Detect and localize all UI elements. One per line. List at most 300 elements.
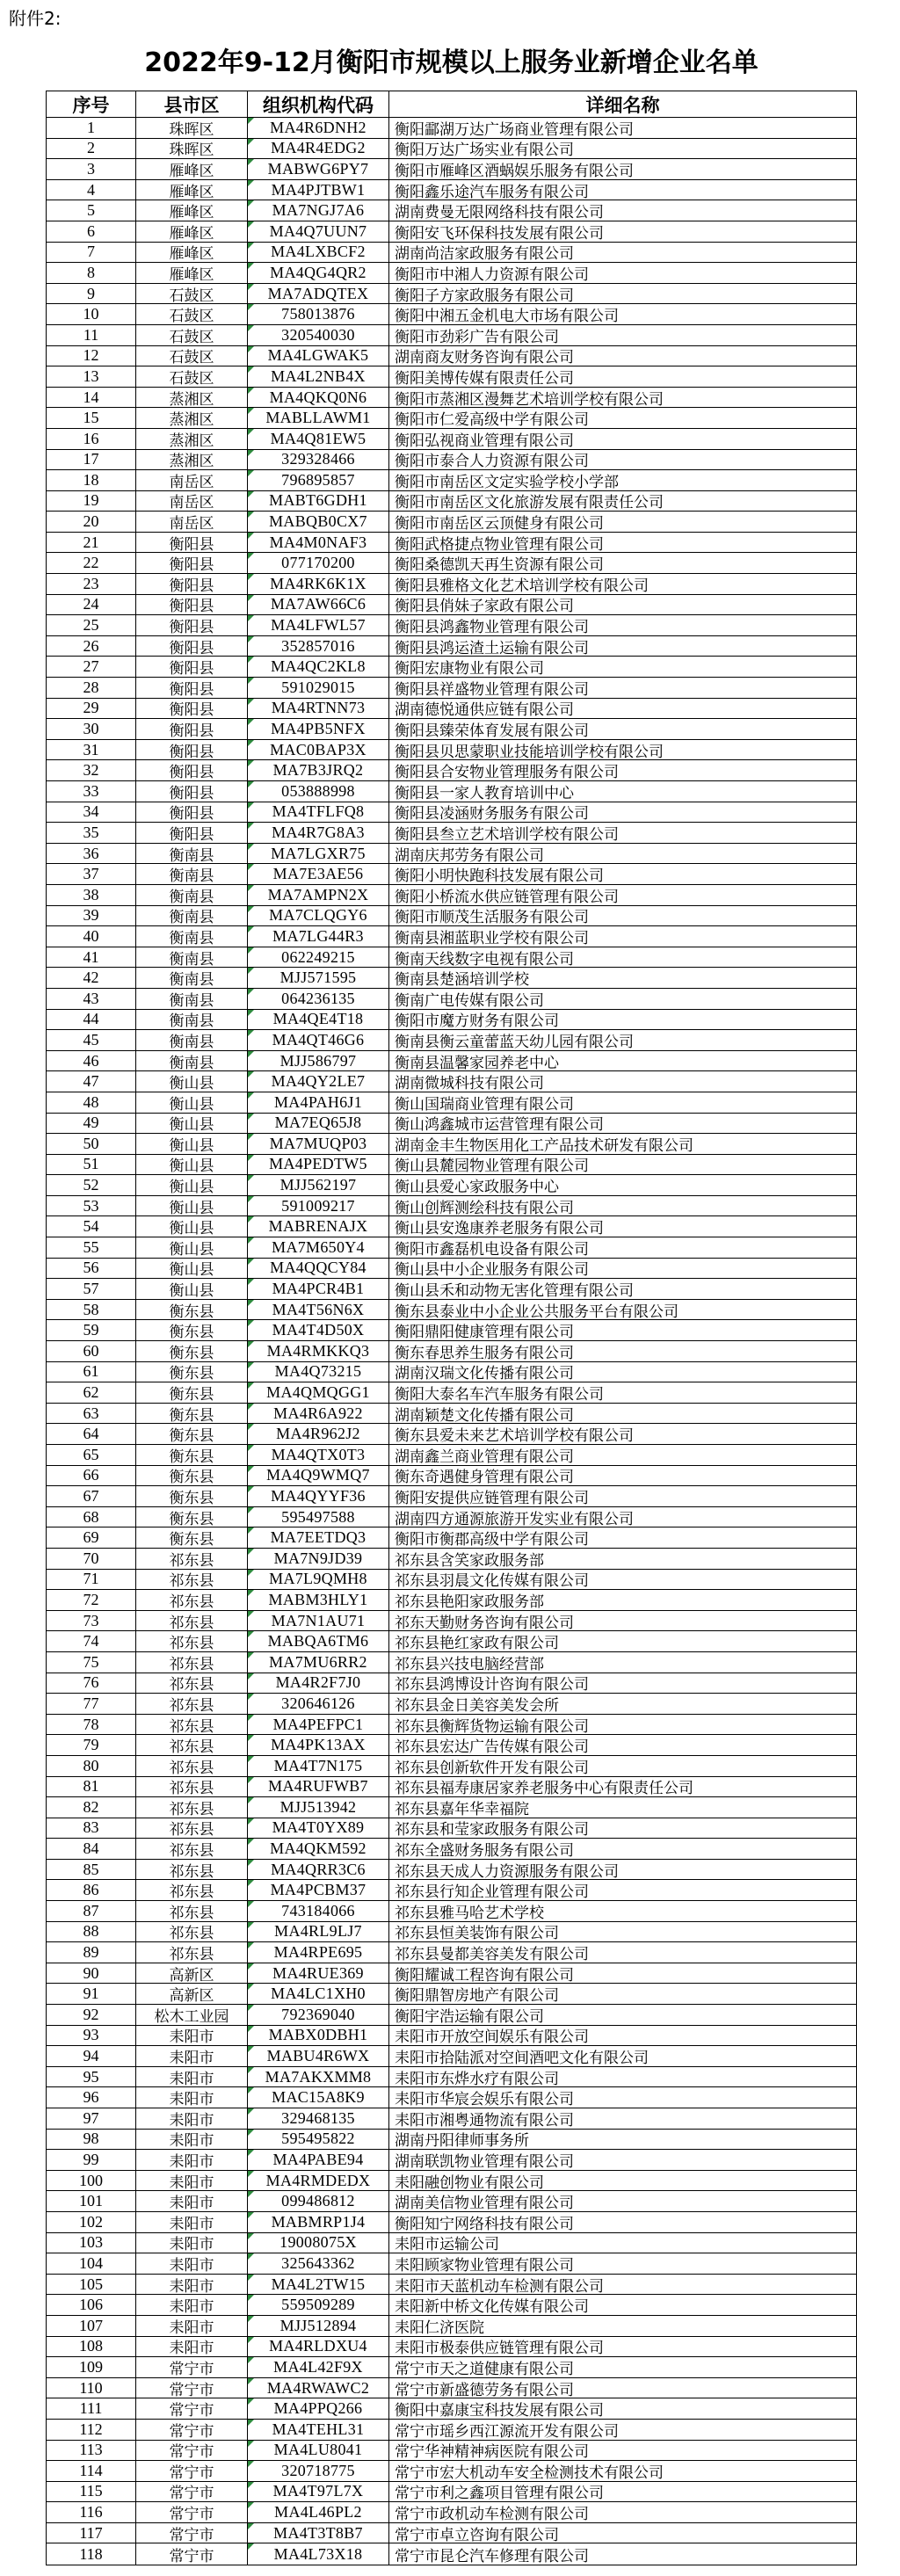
cell-index: 53	[47, 1196, 136, 1217]
table-row	[47, 1155, 856, 1176]
cell-index: 107	[47, 2316, 136, 2337]
cell-org-code: MABQA6TM6	[248, 1631, 389, 1652]
cell-district: 祁东县	[136, 1570, 248, 1591]
page-title: 2022年9-12月衡阳市规模以上服务业新增企业名单	[144, 47, 758, 78]
cell-name: 衡阳县祥盛物业管理有限公司	[389, 678, 856, 699]
cell-district: 祁东县	[136, 1860, 248, 1881]
cell-org-code: 595497588	[248, 1507, 389, 1528]
table-row	[47, 553, 856, 574]
table-row	[47, 2378, 856, 2399]
cell-org-code: MABX0DBH1	[248, 2026, 389, 2047]
cell-name: 常宁市昆仑汽车修理有限公司	[395, 2547, 589, 2565]
cell-index: 8	[47, 263, 136, 284]
cell-name: 衡阳鑫乐途汽车服务有限公司	[389, 180, 856, 201]
table-row	[47, 699, 856, 720]
table-row	[47, 2461, 856, 2482]
table-row	[47, 1839, 856, 1860]
cell-index: 63	[47, 1404, 136, 1425]
cell-index: 71	[47, 1570, 136, 1591]
cell-district: 祁东县	[136, 1694, 248, 1715]
cell-name: 湖南颖楚文化传播有限公司	[389, 1404, 856, 1425]
table-row	[47, 1051, 856, 1072]
table-row	[47, 2482, 856, 2503]
cell-index: 109	[47, 2357, 136, 2378]
cell-district: 衡山县	[136, 1259, 248, 1280]
cell-org-code: MA4QG4QR2	[248, 263, 389, 284]
cell-name: 衡阳美博传媒有限责任公司	[389, 366, 856, 388]
table-row	[47, 2316, 856, 2337]
table-row	[47, 2067, 856, 2088]
table-row	[47, 1735, 856, 1756]
table-row	[47, 533, 856, 554]
table-row	[47, 781, 856, 802]
cell-org-code: MABT6GDH1	[248, 491, 389, 512]
cell-index: 43	[47, 989, 136, 1010]
cell-name: 衡阳市中湘人力资源有限公司	[389, 263, 856, 284]
cell-index: 52	[47, 1175, 136, 1196]
cell-org-code: MA7CLQGY6	[248, 906, 389, 927]
cell-district: 祁东县	[136, 1715, 248, 1736]
table-row	[47, 740, 856, 761]
cell-name: 衡阳小明快跑科技发展有限公司	[389, 864, 856, 885]
table-row	[47, 1424, 856, 1445]
cell-org-code: MA7N9JD39	[248, 1549, 389, 1570]
cell-name: 耒阳市运输公司	[389, 2233, 856, 2254]
cell-index: 100	[47, 2171, 136, 2192]
cell-name: 衡阳市魔方财务有限公司	[389, 1010, 856, 1031]
cell-index: 110	[47, 2378, 136, 2399]
cell-name: 祁东县曼都美容美发有限公司	[389, 1942, 856, 1963]
cell-org-code: MA4PABE94	[248, 2150, 389, 2171]
cell-org-code: MA4L42F9X	[248, 2357, 389, 2378]
cell-org-code: MA7L9QMH8	[248, 1570, 389, 1591]
cell-index: 73	[47, 1611, 136, 1632]
cell-name: 衡阳鼎阳健康管理有限公司	[389, 1320, 856, 1341]
cell-name: 衡阳耀诚工程咨询有限公司	[389, 1963, 856, 1985]
table-row	[47, 1507, 856, 1528]
cell-org-code: MA7EETDQ3	[248, 1527, 389, 1549]
cell-org-code: MA4L2NB4X	[248, 366, 389, 388]
cell-district: 祁东县	[136, 1777, 248, 1798]
cell-org-code: MA4R2F7J0	[248, 1673, 389, 1694]
column-header-district: 县市区	[136, 91, 248, 118]
cell-org-code: MA4LXBCF2	[248, 243, 389, 264]
cell-name: 耒阳市东烨水疗有限公司	[389, 2067, 856, 2088]
table-row	[47, 2171, 856, 2192]
cell-name: 祁东县兴技电脑经营部	[389, 1652, 856, 1673]
cell-name: 衡南县温馨家园养老中心	[389, 1051, 856, 1072]
cell-org-code: MABMRP1J4	[248, 2212, 389, 2233]
table-row	[47, 1652, 856, 1673]
cell-index: 80	[47, 1756, 136, 1777]
cell-name: 耒阳市开放空间娱乐有限公司	[389, 2026, 856, 2047]
cell-district: 祁东县	[136, 1756, 248, 1777]
cell-district: 衡阳县	[136, 574, 248, 595]
table-row	[47, 221, 856, 243]
cell-district: 衡东县	[136, 1486, 248, 1507]
table-row	[47, 450, 856, 471]
cell-district: 雁峰区	[136, 180, 248, 201]
cell-index: 115	[47, 2482, 136, 2503]
cell-index: 49	[47, 1114, 136, 1135]
cell-district: 南岳区	[136, 470, 248, 491]
cell-org-code: MA4PB5NFX	[248, 719, 389, 740]
table-row	[47, 1404, 856, 1425]
cell-index: 35	[47, 823, 136, 844]
cell-name: 湖南丹阳律师事务所	[389, 2130, 856, 2151]
cell-district: 蒸湘区	[136, 408, 248, 429]
cell-district: 衡阳县	[136, 802, 248, 824]
cell-index: 62	[47, 1382, 136, 1404]
cell-district: 耒阳市	[136, 2087, 248, 2108]
cell-district: 蒸湘区	[136, 388, 248, 409]
cell-org-code: MA4QMQGG1	[248, 1382, 389, 1404]
cell-org-code: MA4QT46G6	[248, 1030, 389, 1051]
cell-index: 68	[47, 1507, 136, 1528]
cell-district: 雁峰区	[136, 221, 248, 243]
table-row	[47, 2005, 856, 2026]
cell-name: 衡阳县鸿运渣土运输有限公司	[389, 636, 856, 657]
cell-name: 祁东县福寿康居家养老服务中心有限责任公司	[389, 1777, 856, 1798]
cell-name: 衡阳知宁网络科技有限公司	[389, 2212, 856, 2233]
cell-org-code: MA4PCBM37	[248, 1880, 389, 1901]
cell-index: 61	[47, 1362, 136, 1383]
cell-index: 3	[47, 159, 136, 180]
cell-district: 衡阳县	[136, 760, 248, 781]
cell-org-code: MA4T4D50X	[248, 1320, 389, 1341]
cell-index: 117	[47, 2523, 136, 2544]
cell-name: 常宁华神精神病医院有限公司	[389, 2441, 856, 2462]
cell-district: 衡东县	[136, 1404, 248, 1425]
cell-name: 衡南县湘蓝职业学校有限公司	[389, 926, 856, 947]
cell-district: 珠晖区	[136, 139, 248, 160]
cell-name: 衡阳中嘉康宝科技发展有限公司	[389, 2398, 856, 2420]
table-row	[47, 968, 856, 989]
cell-district: 耒阳市	[136, 2253, 248, 2275]
cell-index: 92	[47, 2005, 136, 2026]
cell-name: 衡阳子方家政服务有限公司	[389, 284, 856, 305]
cell-name: 湖南德悦通供应链有限公司	[389, 699, 856, 720]
cell-org-code: 064236135	[248, 989, 389, 1010]
table-row	[47, 802, 856, 824]
cell-index: 15	[47, 408, 136, 429]
cell-name: 衡阳市雁峰区酒蜗娱乐服务有限公司	[389, 159, 856, 180]
cell-index: 30	[47, 719, 136, 740]
cell-district: 耒阳市	[136, 2026, 248, 2047]
table-row	[47, 388, 856, 409]
cell-name: 衡山县爱心家政服务中心	[389, 1175, 856, 1196]
cell-org-code: MA4RPE695	[248, 1942, 389, 1963]
cell-district: 耒阳市	[136, 2046, 248, 2067]
cell-name: 衡阳大泰名车汽车服务有限公司	[389, 1382, 856, 1404]
cell-index: 74	[47, 1631, 136, 1652]
cell-district: 常宁市	[136, 2441, 248, 2462]
cell-name: 湖南尚洁家政服务有限公司	[389, 243, 856, 264]
table-row	[47, 906, 856, 927]
cell-org-code: MA7N1AU71	[248, 1611, 389, 1632]
table-row	[47, 1818, 856, 1839]
cell-org-code: MA4Q81EW5	[248, 429, 389, 450]
cell-name: 衡阳市顺茂生活服务有限公司	[389, 906, 856, 927]
cell-index: 75	[47, 1652, 136, 1673]
table-row	[47, 512, 856, 533]
cell-org-code: MABU4R6WX	[248, 2046, 389, 2067]
table-row	[47, 1300, 856, 1321]
cell-index: 16	[47, 429, 136, 450]
cell-district: 衡东县	[136, 1382, 248, 1404]
cell-district: 耒阳市	[136, 2130, 248, 2151]
table-row	[47, 304, 856, 325]
cell-name: 常宁市政机动车检测有限公司	[389, 2502, 856, 2523]
cell-index: 57	[47, 1279, 136, 1300]
cell-name: 衡阳小桥流水供应链管理有限公司	[389, 885, 856, 906]
cell-index: 33	[47, 781, 136, 802]
cell-index: 76	[47, 1673, 136, 1694]
cell-index: 12	[47, 346, 136, 367]
cell-index: 37	[47, 864, 136, 885]
table-row	[47, 1901, 856, 1922]
cell-name: 衡阳县鸿鑫物业管理有限公司	[389, 615, 856, 636]
cell-name: 衡东奇遇健身管理有限公司	[389, 1466, 856, 1487]
cell-name: 衡阳市衡郡高级中学有限公司	[389, 1527, 856, 1549]
cell-name: 湖南金丰生物医用化工产品技术研发有限公司	[389, 1134, 856, 1155]
cell-index: 105	[47, 2275, 136, 2296]
table-row	[47, 1279, 856, 1300]
cell-org-code: MA4PAH6J1	[248, 1092, 389, 1114]
cell-org-code: MA7MU6RR2	[248, 1652, 389, 1673]
table-row	[47, 1382, 856, 1404]
cell-district: 祁东县	[136, 1839, 248, 1860]
cell-name: 湖南费曼无限网络科技有限公司	[389, 200, 856, 221]
cell-index: 93	[47, 2026, 136, 2047]
cell-district: 高新区	[136, 1984, 248, 2005]
cell-index: 111	[47, 2398, 136, 2420]
table-body	[47, 118, 856, 2565]
cell-index: 1	[47, 118, 136, 139]
cell-name: 常宁市新盛德劳务有限公司	[389, 2378, 856, 2399]
cell-district: 耒阳市	[136, 2233, 248, 2254]
table-row	[47, 719, 856, 740]
table-row	[47, 243, 856, 264]
cell-org-code: MA4PJTBW1	[248, 180, 389, 201]
cell-index: 24	[47, 595, 136, 616]
cell-district: 祁东县	[136, 1652, 248, 1673]
cell-index: 82	[47, 1797, 136, 1818]
table-row	[47, 1362, 856, 1383]
cell-district: 衡山县	[136, 1134, 248, 1155]
cell-index: 11	[47, 325, 136, 346]
cell-index: 40	[47, 926, 136, 947]
cell-index: 90	[47, 1963, 136, 1985]
cell-org-code: MA4R6DNH2	[248, 118, 389, 139]
table-header-row	[47, 91, 856, 118]
cell-name: 衡东县泰业中小企业公共服务平台有限公司	[389, 1300, 856, 1321]
table-row	[47, 885, 856, 906]
cell-index: 95	[47, 2067, 136, 2088]
cell-org-code: MAC15A8K9	[248, 2087, 389, 2108]
cell-name: 祁东县含笑家政服务部	[389, 1549, 856, 1570]
cell-name: 衡阳宏康物业有限公司	[389, 657, 856, 678]
table-row	[47, 823, 856, 844]
cell-name: 衡南县衡云童蕾蓝天幼儿园有限公司	[389, 1030, 856, 1051]
table-row	[47, 760, 856, 781]
cell-district: 祁东县	[136, 1901, 248, 1922]
cell-org-code: 320718775	[248, 2461, 389, 2482]
cell-index: 104	[47, 2253, 136, 2275]
cell-org-code: 758013876	[248, 304, 389, 325]
cell-org-code: MA7LGXR75	[248, 844, 389, 865]
table-row	[47, 2233, 856, 2254]
cell-org-code: MA4LC1XH0	[248, 1984, 389, 2005]
cell-index: 14	[47, 388, 136, 409]
cell-org-code: MA4Q73215	[248, 1362, 389, 1383]
table-row	[47, 1486, 856, 1507]
cell-org-code: MJJ586797	[248, 1051, 389, 1072]
cell-org-code: 320540030	[248, 325, 389, 346]
cell-district: 蒸湘区	[136, 429, 248, 450]
cell-name: 湖南鑫兰商业管理有限公司	[389, 1445, 856, 1466]
cell-district: 常宁市	[136, 2502, 248, 2523]
cell-name: 衡阳酃湖万达广场商业管理有限公司	[389, 118, 856, 139]
table-row	[47, 2130, 856, 2151]
cell-name: 衡东春思养生服务有限公司	[389, 1341, 856, 1362]
cell-district: 祁东县	[136, 1797, 248, 1818]
cell-org-code: 591029015	[248, 678, 389, 699]
cell-index: 112	[47, 2420, 136, 2441]
cell-index: 87	[47, 1901, 136, 1922]
cell-district: 常宁市	[136, 2482, 248, 2503]
cell-org-code: MA7E3AE56	[248, 864, 389, 885]
cell-index: 108	[47, 2337, 136, 2358]
cell-index: 84	[47, 1839, 136, 1860]
cell-org-code: 320646126	[248, 1694, 389, 1715]
cell-district: 衡阳县	[136, 699, 248, 720]
table-row	[47, 2275, 856, 2296]
cell-org-code: 329328466	[248, 450, 389, 471]
cell-district: 衡南县	[136, 906, 248, 927]
table-row	[47, 263, 856, 284]
cell-index: 78	[47, 1715, 136, 1736]
cell-org-code: 062249215	[248, 947, 389, 969]
cell-index: 20	[47, 512, 136, 533]
cell-index: 21	[47, 533, 136, 554]
cell-index: 45	[47, 1030, 136, 1051]
cell-org-code: MA7MUQP03	[248, 1134, 389, 1155]
cell-name: 衡南广电传媒有限公司	[389, 989, 856, 1010]
cell-district: 祁东县	[136, 1611, 248, 1632]
cell-name: 衡山县麓园物业管理有限公司	[389, 1155, 856, 1176]
cell-org-code: MA4QE4T18	[248, 1010, 389, 1031]
cell-name: 耒阳顾家物业管理有限公司	[389, 2253, 856, 2275]
cell-org-code: MA4RLDXU4	[248, 2337, 389, 2358]
cell-district: 衡南县	[136, 885, 248, 906]
cell-name: 祁东县天成人力资源服务有限公司	[389, 1860, 856, 1881]
cell-district: 祁东县	[136, 1673, 248, 1694]
cell-district: 衡南县	[136, 1051, 248, 1072]
cell-index: 91	[47, 1984, 136, 2005]
cell-org-code: MA4RUFWB7	[248, 1777, 389, 1798]
cell-name: 祁东县衡辉货物运输有限公司	[389, 1715, 856, 1736]
cell-name: 湖南庆邦劳务有限公司	[389, 844, 856, 865]
cell-name: 衡阳市鑫磊机电设备有限公司	[389, 1237, 856, 1259]
cell-index: 51	[47, 1155, 136, 1176]
cell-org-code: MA4PK13AX	[248, 1735, 389, 1756]
table-row	[47, 2441, 856, 2462]
cell-district: 珠晖区	[136, 118, 248, 139]
cell-district: 祁东县	[136, 1549, 248, 1570]
cell-org-code: MA4R7G8A3	[248, 823, 389, 844]
cell-index: 5	[47, 200, 136, 221]
cell-index: 96	[47, 2087, 136, 2108]
cell-org-code: MABLLAWM1	[248, 408, 389, 429]
cell-name: 祁东县艳红家政有限公司	[389, 1631, 856, 1652]
cell-district: 南岳区	[136, 491, 248, 512]
table-row	[47, 615, 856, 636]
cell-name: 衡阳县合安物业管理服务有限公司	[389, 760, 856, 781]
data-table	[46, 91, 857, 2565]
table-row	[47, 2523, 856, 2544]
cell-index: 101	[47, 2191, 136, 2212]
table-row	[47, 1196, 856, 1217]
table-row	[47, 1341, 856, 1362]
cell-index: 116	[47, 2502, 136, 2523]
table-row	[47, 947, 856, 969]
table-row	[47, 2295, 856, 2316]
cell-index: 85	[47, 1860, 136, 1881]
table-row	[47, 1570, 856, 1591]
cell-org-code: MA4T0YX89	[248, 1818, 389, 1839]
cell-name: 耒阳市湘粤通物流有限公司	[389, 2108, 856, 2130]
cell-name: 湖南美信物业管理有限公司	[389, 2191, 856, 2212]
cell-name: 衡阳市劲彩广告有限公司	[389, 325, 856, 346]
cell-district: 祁东县	[136, 1735, 248, 1756]
table-row	[47, 429, 856, 450]
cell-org-code: MA4QQCY84	[248, 1259, 389, 1280]
cell-index: 103	[47, 2233, 136, 2254]
cell-name: 衡阳弘视商业管理有限公司	[389, 429, 856, 450]
cell-name: 衡阳县臻荣体育发展有限公司	[389, 719, 856, 740]
cell-index: 56	[47, 1259, 136, 1280]
cell-district: 雁峰区	[136, 159, 248, 180]
table-row	[47, 2150, 856, 2171]
cell-district: 蒸湘区	[136, 450, 248, 471]
cell-index: 98	[47, 2130, 136, 2151]
cell-name: 衡山鸿鑫城市运营管理有限公司	[389, 1114, 856, 1135]
cell-org-code: MA4Q9WMQ7	[248, 1466, 389, 1487]
cell-index: 106	[47, 2295, 136, 2316]
cell-name: 衡阳鼎智房地产有限公司	[389, 1984, 856, 2005]
cell-district: 衡东县	[136, 1341, 248, 1362]
cell-name: 衡山县禾和动物无害化管理有限公司	[389, 1279, 856, 1300]
table-row	[47, 1092, 856, 1114]
cell-district: 衡东县	[136, 1445, 248, 1466]
table-row	[47, 2212, 856, 2233]
cell-name: 衡阳市南岳区云顶健身有限公司	[389, 512, 856, 533]
table-row	[47, 2357, 856, 2378]
cell-org-code: 329468135	[248, 2108, 389, 2130]
cell-org-code: MA4T7N175	[248, 1756, 389, 1777]
cell-district: 石鼓区	[136, 284, 248, 305]
cell-name: 衡山县安逸康养老服务有限公司	[389, 1216, 856, 1237]
table-row	[47, 139, 856, 160]
cell-district: 祁东县	[136, 1631, 248, 1652]
table-row	[47, 2253, 856, 2275]
cell-district: 耒阳市	[136, 2108, 248, 2130]
table-row	[47, 1922, 856, 1943]
cell-org-code: 19008075X	[248, 2233, 389, 2254]
cell-org-code: MA4M0NAF3	[248, 533, 389, 554]
cell-org-code: MJJ513942	[248, 1797, 389, 1818]
